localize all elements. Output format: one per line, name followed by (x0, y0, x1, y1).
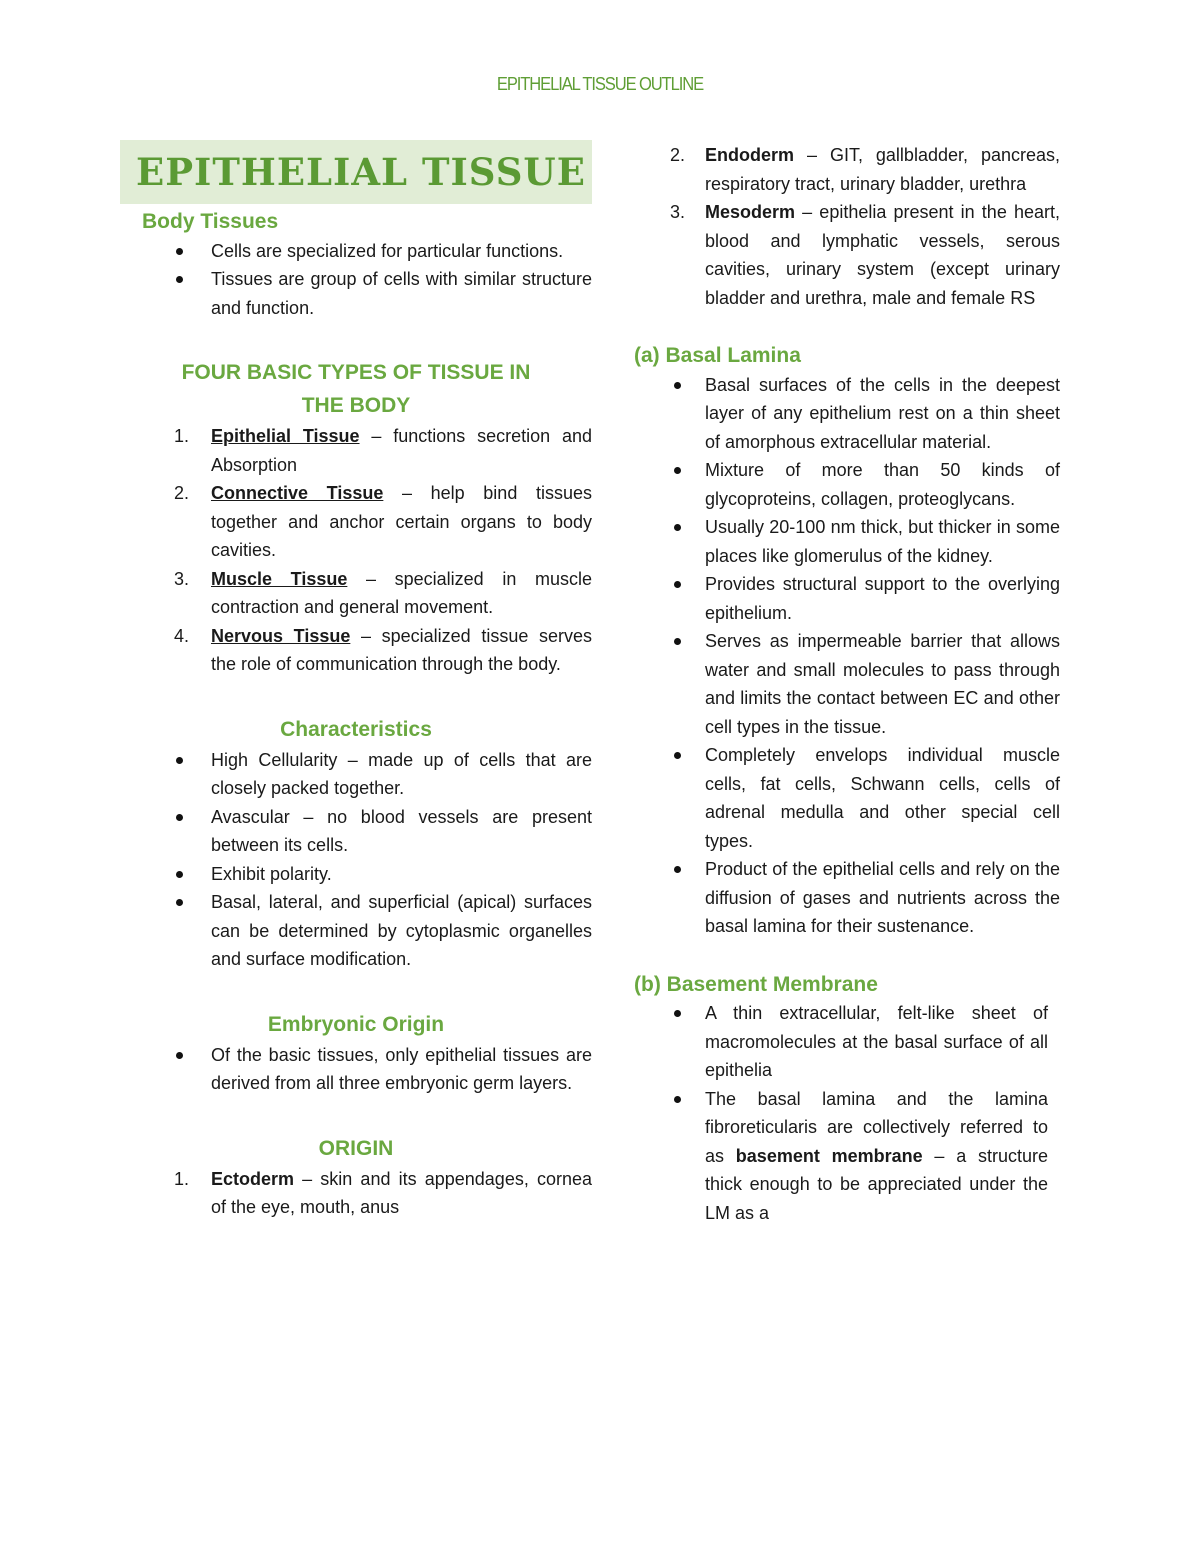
list-item (120, 622, 592, 679)
term-description: – specialized in muscle contraction and general movement. (211, 568, 592, 617)
term-description: – specialized tissue serves the role of communication through the body. (211, 625, 592, 674)
body-tissues-list (120, 237, 592, 323)
list-item: Completely envelops individual muscle cells, fat cells, Schwann cells, cells of adrenal medulla and other special cell types. (634, 741, 1060, 855)
origin-heading: ORIGIN (318, 1136, 394, 1160)
list-number: 1. (174, 426, 190, 446)
list-item: Basal surfaces of the cells in the deepest layer of any epithelium rest on a thin sheet of amorphous extracellular material. (634, 371, 1060, 457)
document-title: EPITHELIAL TISSUE (136, 149, 586, 194)
body-tissues-heading: Body Tissues (142, 210, 279, 233)
list-item (120, 422, 592, 479)
term: Endoderm (705, 145, 795, 165)
embryonic-origin-list (120, 1041, 592, 1098)
list-number: 3. (670, 202, 686, 222)
characteristics-heading: Characteristics (280, 717, 432, 741)
list-item (120, 565, 592, 622)
basal-lamina-list (634, 371, 1060, 941)
list-number: 4. (174, 625, 190, 646)
list-item: Mixture of more than 50 kinds of glycoproteins, collagen, proteoglycans. (634, 456, 1060, 513)
title-banner (120, 140, 592, 204)
term-description: – GIT, gallbladder, pancreas, respiratory tract, urinary bladder, urethra (705, 145, 1060, 194)
list-item: A thin extracellular, felt-like sheet of macromolecules at the basal surface of all epithelia (634, 999, 1048, 1085)
list-number: 2. (670, 145, 686, 165)
term-description: – epithelia present in the heart, blood and lymphatic vessels, serous cavities, urinary system (except urinary bladder and urethra, male and female RS (705, 202, 1060, 308)
right-column (634, 141, 1060, 1227)
list-item: Provides structural support to the overlying epithelium. (634, 570, 1060, 627)
running-header: EPITHELIAL TISSUE OUTLINE (496, 74, 704, 94)
list-number: 1. (174, 1168, 190, 1189)
list-item (120, 479, 592, 565)
four-types-list (120, 422, 592, 679)
basement-membrane-heading: (b) Basement Membrane (634, 972, 878, 996)
list-item: Tissues are group of cells with similar structure and function. (120, 265, 592, 322)
basement-membrane-list (634, 999, 1060, 1227)
four-types-heading: FOUR BASIC TYPES OF TISSUE IN THE BODY (181, 361, 531, 417)
term: Ectoderm (211, 1168, 295, 1189)
list-item: Usually 20-100 nm thick, but thicker in some places like glomerulus of the kidney. (634, 513, 1060, 570)
item-text: The basal lamina and the lamina fibroreticularis are collectively referred to as (705, 1088, 1048, 1166)
basal-lamina-heading: (a) Basal Lamina (634, 344, 801, 367)
term: Muscle Tissue (211, 568, 348, 589)
term-description: – help bind tissues together and anchor certain organs to body cavities. (211, 483, 592, 560)
term: basement membrane (735, 1145, 923, 1166)
list-item: High Cellularity – made up of cells that are closely packed together. (120, 746, 592, 803)
list-item: Product of the epithelial cells and rely on the diffusion of gases and nutrients across the basal lamina for their sustenance. (634, 855, 1060, 941)
term-description: – functions secretion and Absorption (211, 426, 592, 475)
term: Epithelial Tissue (211, 426, 360, 446)
list-item: Exhibit polarity. (120, 860, 592, 889)
list-item (634, 1085, 1048, 1228)
list-item: Avascular – no blood vessels are present between its cells. (120, 803, 592, 860)
list-item (634, 198, 1060, 312)
term: Nervous Tissue (211, 625, 351, 646)
list-number: 2. (174, 483, 190, 503)
list-item: Of the basic tissues, only epithelial tissues are derived from all three embryonic germ layers. (120, 1041, 592, 1098)
list-item: Serves as impermeable barrier that allows water and small molecules to pass through and limits the contact between EC and other cell types in the tissue. (634, 627, 1060, 741)
term-description: – skin and its appendages, cornea of the eye, mouth, anus (211, 1168, 592, 1217)
item-text: – a structure thick enough to be appreciated under the LM as a (705, 1145, 1049, 1223)
origin-list (120, 1165, 592, 1222)
embryonic-origin-heading: Embryonic Origin (267, 1012, 445, 1036)
left-column (120, 140, 592, 1222)
term: Connective Tissue (211, 483, 384, 503)
characteristics-list (120, 746, 592, 974)
list-number: 3. (174, 568, 190, 589)
origin-list-continued (634, 141, 1060, 312)
list-item: Basal, lateral, and superficial (apical) surfaces can be determined by cytoplasmic organelles and surface modification. (120, 888, 592, 974)
term: Mesoderm (705, 202, 796, 222)
list-item (634, 141, 1060, 198)
list-item: Cells are specialized for particular functions. (120, 237, 592, 266)
list-item (120, 1165, 592, 1222)
